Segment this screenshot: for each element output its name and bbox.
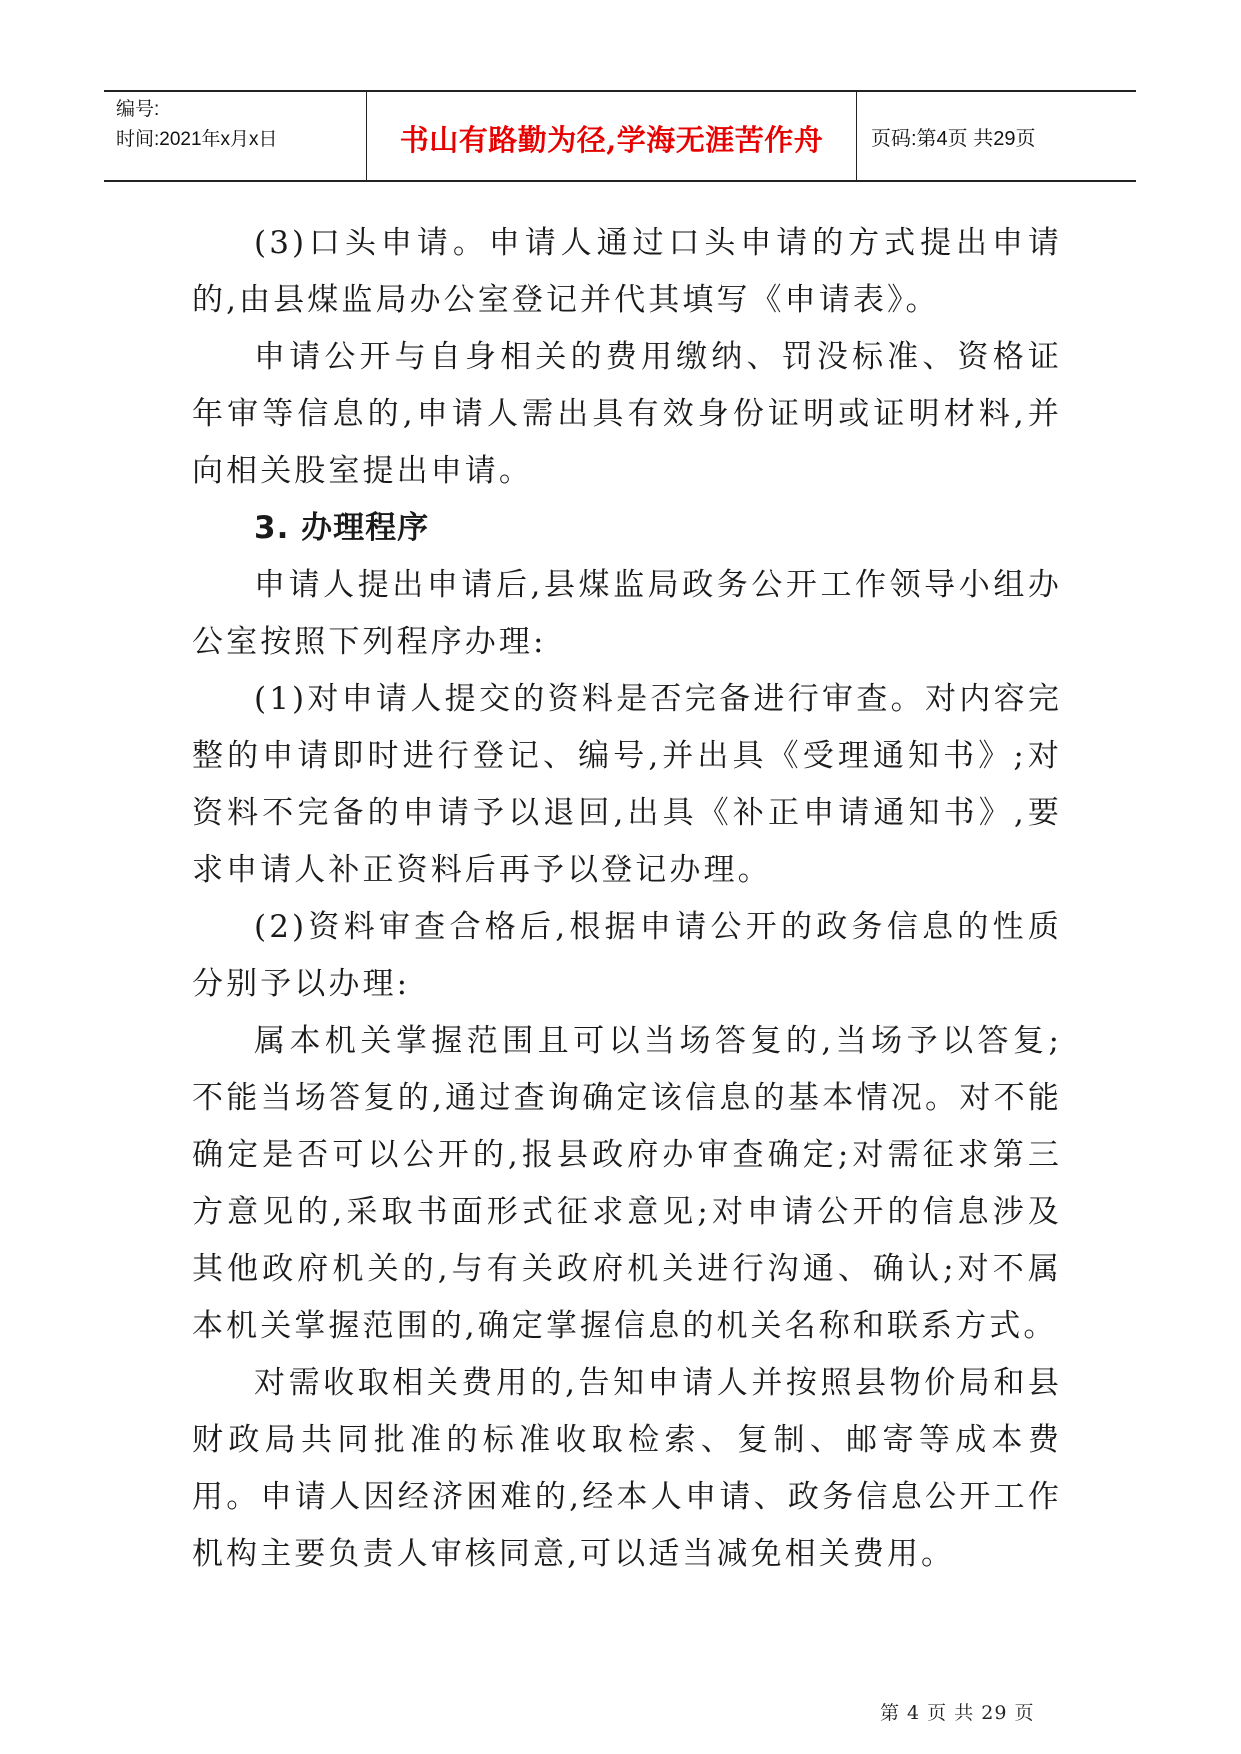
header-motto-cell — [367, 92, 857, 180]
paragraph-oral-application: (3)口头申请。申请人通过口头申请的方式提出申请的,由县煤监局办公室登记并代其填写《申请表》。 — [192, 225, 1062, 318]
paragraph-handling-details: 属本机关掌握范围且可以当场答复的,当场予以答复;不能当场答复的,通过查询确定该信息的基本情况。对不能确定是否可以公开的,报县政府办审查确定;对需征求第三方意见的,采取书面形式征求意见;对申请公开的信息涉及其他政府机关的,与有关政府机关进行沟通、确认;对不属本机关掌握范围的,确定掌握信息的机关名称和联系方式。 — [192, 1023, 1062, 1344]
paragraph-step-1-review: (1)对申请人提交的资料是否完备进行审查。对内容完整的申请即时进行登记、编号,并出具《受理通知书》;对资料不完备的申请予以退回,出具《补正申请通知书》,要求申请人补正资料后再予以登记办理。 — [192, 681, 1062, 888]
paragraph-personal-info-application: 申请公开与自身相关的费用缴纳、罚没标准、资格证年审等信息的,申请人需出具有效身份证明或证明材料,并向相关股室提出申请。 — [192, 339, 1062, 489]
document-number-label: 编号: — [116, 99, 160, 120]
paragraph-step-2-handling: (2)资料审查合格后,根据申请公开的政务信息的性质分别予以办理: — [192, 909, 1062, 1002]
paragraph-procedure-intro: 申请人提出申请后,县煤监局政务公开工作领导小组办公室按照下列程序办理: — [192, 567, 1062, 660]
section-heading-procedure: 3. 办理程序 — [254, 510, 430, 546]
document-body — [192, 215, 1062, 1583]
paragraph-fees: 对需收取相关费用的,告知申请人并按照县物价局和县财政局共同批准的标准收取检索、复制、邮寄等成本费用。申请人因经济困难的,经本人申请、政务信息公开工作机构主要负责人审核同意,可以适当减免相关费用。 — [192, 1365, 1062, 1572]
header-motto: 书山有路勤为径,学海无涯苦作舟 — [399, 122, 824, 157]
document-header — [104, 90, 1136, 182]
header-page-cell — [857, 92, 1136, 180]
header-page-code: 页码:第4页 共29页 — [871, 127, 1036, 150]
document-time-label: 时间:2021年x月x日 — [116, 129, 278, 150]
header-meta-cell — [104, 92, 367, 180]
page-footer: 第 4 页 共 29 页 — [880, 1702, 1035, 1724]
